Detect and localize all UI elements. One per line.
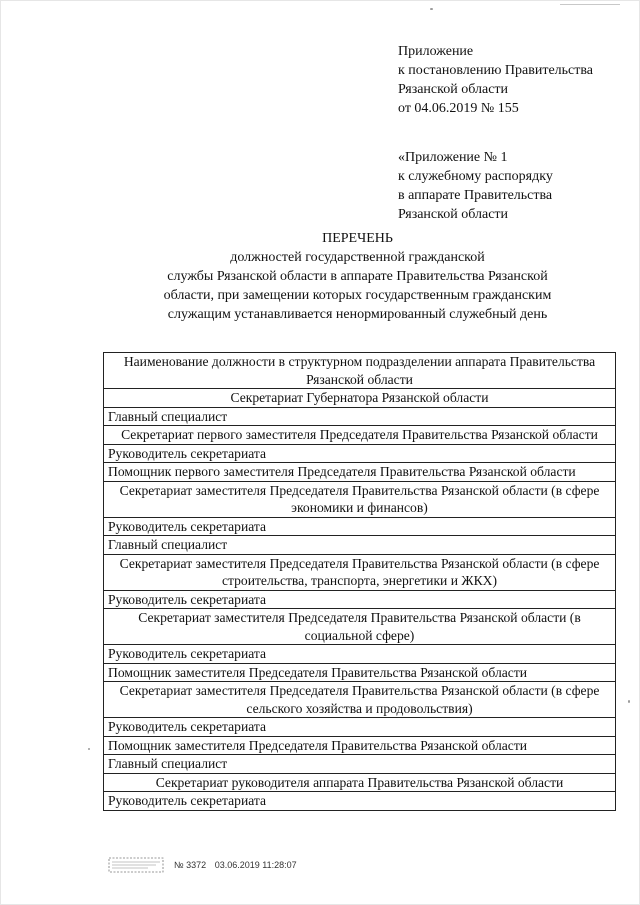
title-heading: ПЕРЕЧЕНЬ bbox=[322, 231, 393, 246]
table-section-row bbox=[104, 682, 616, 718]
position-cell: Главный специалист bbox=[104, 755, 616, 774]
table-section-row bbox=[104, 426, 616, 445]
position-cell: Руководитель секретариата bbox=[104, 517, 616, 536]
title-line: службы Рязанской области в аппарате Правительства Рязанской bbox=[167, 269, 548, 284]
table-section-row bbox=[104, 773, 616, 792]
table-section-row bbox=[104, 389, 616, 408]
table-row bbox=[104, 407, 616, 426]
position-cell: Руководитель секретариата bbox=[104, 590, 616, 609]
service-appendix-block bbox=[398, 148, 633, 224]
position-cell: Помощник первого заместителя Председателя Правительства Рязанской области bbox=[104, 463, 616, 482]
scan-speck bbox=[430, 8, 433, 10]
table-row bbox=[104, 536, 616, 555]
registration-number: № 3372 bbox=[174, 860, 207, 870]
table-row bbox=[104, 463, 616, 482]
scan-speck bbox=[560, 4, 620, 5]
service-appendix-line: к служебному распорядку bbox=[398, 169, 553, 184]
document-title bbox=[100, 229, 615, 324]
appendix-line: Приложение bbox=[398, 44, 474, 59]
positions-table bbox=[103, 352, 616, 811]
position-cell: Руководитель секретариата bbox=[104, 718, 616, 737]
table-row bbox=[104, 755, 616, 774]
registration-datetime: 03.06.2019 11:28:07 bbox=[214, 860, 297, 870]
appendix-block bbox=[398, 42, 633, 118]
position-cell: Помощник заместителя Председателя Правительства Рязанской области bbox=[104, 663, 616, 682]
section-title-cell: Секретариат Губернатора Рязанской области bbox=[104, 389, 616, 408]
position-cell: Главный специалист bbox=[104, 407, 616, 426]
registration-footer bbox=[108, 854, 303, 876]
section-title-cell: Секретариат заместителя Председателя Правительства Рязанской области (в сфере экономики и финансов) bbox=[104, 481, 616, 517]
table-section-row bbox=[104, 481, 616, 517]
service-appendix-line: Рязанской области bbox=[398, 207, 509, 222]
service-appendix-line: в аппарате Правительства bbox=[398, 188, 553, 203]
table-row bbox=[104, 645, 616, 664]
position-cell: Руководитель секретариата bbox=[104, 792, 616, 811]
title-line: области, при замещении которых государственным гражданским bbox=[163, 288, 552, 303]
table-header-row bbox=[104, 353, 616, 389]
registration-stamp-icon bbox=[108, 854, 164, 876]
table-section-row bbox=[104, 554, 616, 590]
section-title-cell: Секретариат первого заместителя Председателя Правительства Рязанской области bbox=[104, 426, 616, 445]
title-line: служащим устанавливается ненормированный служебный день bbox=[167, 307, 548, 322]
table-row bbox=[104, 590, 616, 609]
position-cell: Руководитель секретариата bbox=[104, 444, 616, 463]
title-line: должностей государственной гражданской bbox=[230, 250, 485, 265]
table-row bbox=[104, 444, 616, 463]
scan-speck bbox=[88, 748, 90, 750]
table-row bbox=[104, 517, 616, 536]
section-title-cell: Секретариат заместителя Председателя Правительства Рязанской области (в сфере строительства, транспорта, энергетики и ЖКХ) bbox=[104, 554, 616, 590]
appendix-line: от 04.06.2019 № 155 bbox=[398, 101, 519, 116]
table-row bbox=[104, 663, 616, 682]
appendix-line: Рязанской области bbox=[398, 82, 509, 97]
service-appendix-line: «Приложение № 1 bbox=[398, 150, 508, 165]
table-row bbox=[104, 736, 616, 755]
scan-speck bbox=[628, 700, 630, 703]
section-title-cell: Секретариат заместителя Председателя Правительства Рязанской области (в сфере сельского хозяйства и продовольствия) bbox=[104, 682, 616, 718]
section-title-cell: Секретариат руководителя аппарата Правительства Рязанской области bbox=[104, 773, 616, 792]
position-cell: Помощник заместителя Председателя Правительства Рязанской области bbox=[104, 736, 616, 755]
table-section-row bbox=[104, 609, 616, 645]
table-row bbox=[104, 718, 616, 737]
appendix-line: к постановлению Правительства bbox=[398, 63, 594, 78]
position-cell: Главный специалист bbox=[104, 536, 616, 555]
position-cell: Руководитель секретариата bbox=[104, 645, 616, 664]
section-title-cell: Секретариат заместителя Председателя Правительства Рязанской области (в социальной сфере) bbox=[104, 609, 616, 645]
table-row bbox=[104, 792, 616, 811]
table-header-cell: Наименование должности в структурном подразделении аппарата Правительства Рязанской области bbox=[104, 353, 616, 389]
